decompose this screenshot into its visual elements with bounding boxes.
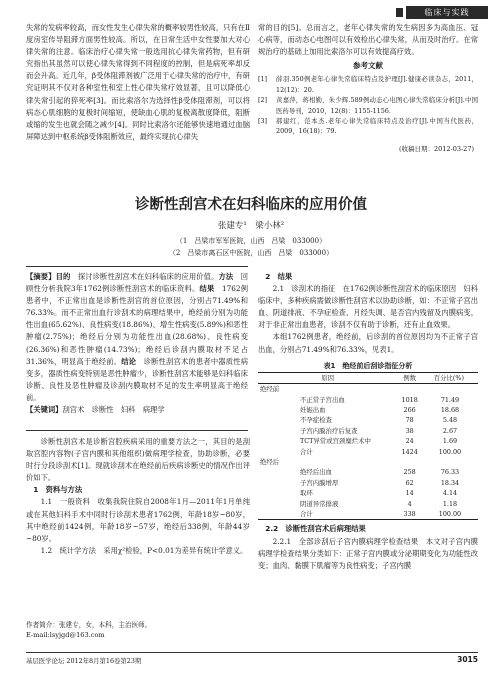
table-cell: 5.48	[442, 416, 458, 425]
article-authors: 张建专¹ 梁小林²	[217, 221, 285, 231]
table-cell: 子宫内膜治疗后复查	[300, 426, 358, 435]
section-2-heading: 2 结果	[265, 272, 293, 281]
table-cell: 18.68	[440, 405, 460, 414]
footer-rule	[26, 652, 478, 653]
table-cell: 18.34	[440, 478, 460, 487]
table-row	[258, 384, 478, 395]
article-title: 诊断性刮宫术在妇科临床的应用价值	[135, 197, 367, 213]
table-cell: 4.14	[442, 489, 458, 498]
journal-footer: 基层医学论坛 2012年8月第16卷第23期	[26, 657, 142, 665]
table-cell: 子宫内膜增厚	[300, 478, 339, 487]
table-1-caption: 表1 绝经前后刮诊指征分析	[323, 361, 413, 370]
table-cell: 取环	[300, 489, 313, 498]
reference-item: [3] 郝建红，范本杰.老年心律失常临床特点及治疗[J].中国当代医药，2009，16(18)：79.	[258, 117, 478, 136]
table-cell: 338	[397, 509, 422, 520]
section-2-1: 2.1 诊刮术的指征 在1762例诊断性刮宫术的临床原因 妇科临床中，多种疾病需做诊断性刮宫术以协助诊断，如：不正常子宫出血、阴道排液、不孕症检查、月经失调、是否宫内残留及内膜病变，对于非正常出血患者，诊刮不仅有助于诊断，还有止血效果。	[258, 284, 478, 330]
table-cell	[422, 384, 478, 395]
affiliation-1: （1 吕梁市军军医院，山西 吕梁 033000）	[175, 237, 327, 245]
table-cell: 14	[405, 489, 414, 498]
previous-article-end	[258, 22, 478, 155]
table-cell: 不孕症检查	[300, 416, 332, 425]
table-header-cell: 原因	[258, 372, 397, 383]
keywords: 【关键词】刮宫术 诊断性 妇科 病理学	[26, 405, 165, 415]
abstract-top-rule	[26, 266, 248, 267]
abstract: 【摘要】目的 探讨诊断性刮宫术在妇科临床的应用价值。方法 回顾性分析我院3年1762例诊断性刮宫术的临床资料。结果 1762例患者中，不正常出血是诊断性刮宫的首位原因，分别占71.49%和76.33%。而不正常出血行诊刮术的病理结果中，绝经前分别为功能性出血(65.62%)、良性病变(18.86%)、增生性病变(5.89%)和恶性肿瘤(2.75%)；绝经后分别为功能性出血(28.68%)、良性病变(26.36%)和恶性肿瘤(14.73%)；绝经后诊刮内膜取材不足占31.36%，明显高于绝经前。结论 诊断性刮宫术的患者中器质性病变多，器质性病变特别是恶性肿瘤少，诊断性刮宫术能够是妇科临床诊断、良性及恶性肿瘤及诊刮内膜取材不足的发生率明显高于绝经前。 【关键词】刮宫术 诊断性 妇科 病理学	[26, 271, 248, 416]
table-cell: 阴道异常排液	[300, 499, 339, 508]
table-row	[258, 447, 478, 457]
table-1	[258, 372, 478, 521]
table-cell: 妊娠出血	[300, 405, 326, 414]
section-1-1: 1.1 一般资料 收集我院住院自2008年1月—2011年1月单纯或在其他妇科手术中同时行诊刮术患者1762例，年龄18岁~80岁，其中绝经前1424例，年龄18岁~57岁，绝经后338例，年龄44岁~80岁。	[26, 497, 250, 543]
table-cell: 100.00	[422, 509, 478, 520]
table-cell: 100.00	[438, 447, 462, 456]
abstract-bottom-rule	[26, 430, 248, 431]
table-cell	[397, 384, 422, 395]
section-1-heading: 1 资料与方法	[33, 485, 83, 495]
table-cell: 绝经后	[260, 458, 280, 466]
table-row	[258, 509, 478, 520]
table-row	[258, 405, 478, 415]
table-row	[258, 426, 478, 436]
table-row	[258, 488, 478, 498]
table-row	[258, 499, 478, 509]
table-header-cell: 例数	[397, 372, 422, 383]
section-2-2-heading: 2.2 诊断性刮宫术后病理结果	[265, 524, 366, 534]
table-cell: 4	[407, 499, 412, 508]
page-number: 3015	[457, 655, 478, 664]
previous-article-conclusion: 常的目的[5]。总而言之，老年心律失常的发生病因多为高血压、冠心病等，而动态心电图可以有效检出心律失常，从而及时治疗。在常规治疗的基础上加用比索洛尔可以有效提高疗效。	[258, 23, 478, 57]
section-2-1-cont: 本组1762例患者，绝经前，后诊刮的首位原因均为不正常子宫出血，分别占71.49%和76.33%，见表1。	[258, 332, 478, 354]
table-row	[258, 415, 478, 425]
table-cell: 76.33	[440, 468, 460, 477]
body-right-column	[258, 271, 478, 572]
table-cell: 266	[403, 405, 416, 414]
intro-paragraph: 诊断性刮宫术是诊断宫腔疾病采用的重要方法之一，其目的是刮取宫腔内容物(子宫内膜和其他组织)做病理学检查，协助诊断，必要时行分段诊刮术[1]。现就诊刮术在绝经前后疾病诊断史的情况作出评价如下。	[26, 437, 250, 483]
table-cell: 62	[405, 478, 414, 487]
table-cell: 绝经后出血	[300, 468, 332, 477]
table-cell: 合计	[300, 447, 313, 456]
table-cell: 71.49	[440, 395, 460, 404]
reference-item: [1] 薛羽.350例老年心律失常临床特点及护理[J].健康必读杂志，2011，12(12)：20.	[258, 75, 478, 94]
table-cell: 1.18	[442, 499, 458, 508]
author-footnote: 作者简介：张建专，女，本科，主治医师。 E-mail:lsyjgd@163.com	[26, 621, 152, 639]
table-row	[258, 478, 478, 488]
table-cell: 绝经前	[260, 385, 280, 394]
table-row	[258, 436, 478, 446]
table-cell	[397, 457, 422, 467]
table-cell: 38	[405, 426, 414, 435]
table-row	[258, 395, 478, 405]
table-cell: 24	[405, 437, 414, 446]
previous-article-text: 失常的发病率较高，而女性发生心律失常的概率较男性较高，只有在Ⅱ度房室传导阻滞方面男性较高。所以，在日常生活中女性要加大对心律失常的注意。临床治疗心律失常一般选用抗心律失常药物，但有研究指出其虽然可以使心律失常得到不同程度的控制，但是病死率却反而会升高。近几年，β受体阻滞剂被广泛用于心律失常的治疗中，有研究证明其不仅对各种室性和室上性心律失常疗效显著，且可以降低心律失常引起的猝死率[3]。而比索洛尔为选择性β受体阻滞剂，可以将病态心肌细胞的复极时间缩短，使缺血心肌的复极离散度降低，阻断或缩的发生也就会随之减少[4]。同时比索洛尔还能够快速地通过血脑屏障达到中枢系统β受体阻断效应，最终实现抗心律失	[26, 23, 250, 141]
table-cell: 合计	[258, 509, 397, 520]
table-cell: 不正常子宫出血	[300, 395, 345, 404]
table-cell: 1.69	[442, 437, 458, 446]
table-cell: 78	[405, 416, 414, 425]
references-title: 参考文献	[353, 61, 383, 71]
table-cell: 1018	[401, 395, 418, 404]
section-tag: 临床与实践	[406, 6, 488, 19]
table-cell: 2.67	[442, 426, 458, 435]
received-date: (收稿日期：2012-03-27)	[398, 144, 474, 153]
table-cell: 258	[403, 468, 416, 477]
table-cell	[422, 457, 478, 467]
section-1-2: 1.2 统计学方法 采用χ²检验，P<0.01为差异有统计学意义。	[40, 545, 248, 555]
table-cell: 1424	[401, 447, 418, 456]
reference-item: [2] 黄嘉萍，蒋相勤，朱少辉.589例动态心电图心律失常临床分析[J].中国医药导刊，2010，12(8)：1155-1156.	[258, 96, 478, 115]
table-header-cell: 百分比(%)	[422, 372, 478, 383]
section-2-2-1: 2.2.1 全部诊刮后子宫内膜病理学检查结果 本文对子宫内膜病理学检查结果分类如下：正常子宫内膜或分泌期期变化为功能性改变；血肉、黏膜下肌瘤等为良性病变；子宫内膜	[258, 536, 478, 570]
table-row	[258, 457, 478, 467]
body-left-column	[26, 436, 250, 557]
table-cell: TCT异常或宫颈糜烂术中	[300, 437, 371, 446]
table-row	[258, 467, 478, 477]
affiliation-2: （2 吕梁市离石区中医院，山西 吕梁 033000）	[168, 249, 334, 257]
